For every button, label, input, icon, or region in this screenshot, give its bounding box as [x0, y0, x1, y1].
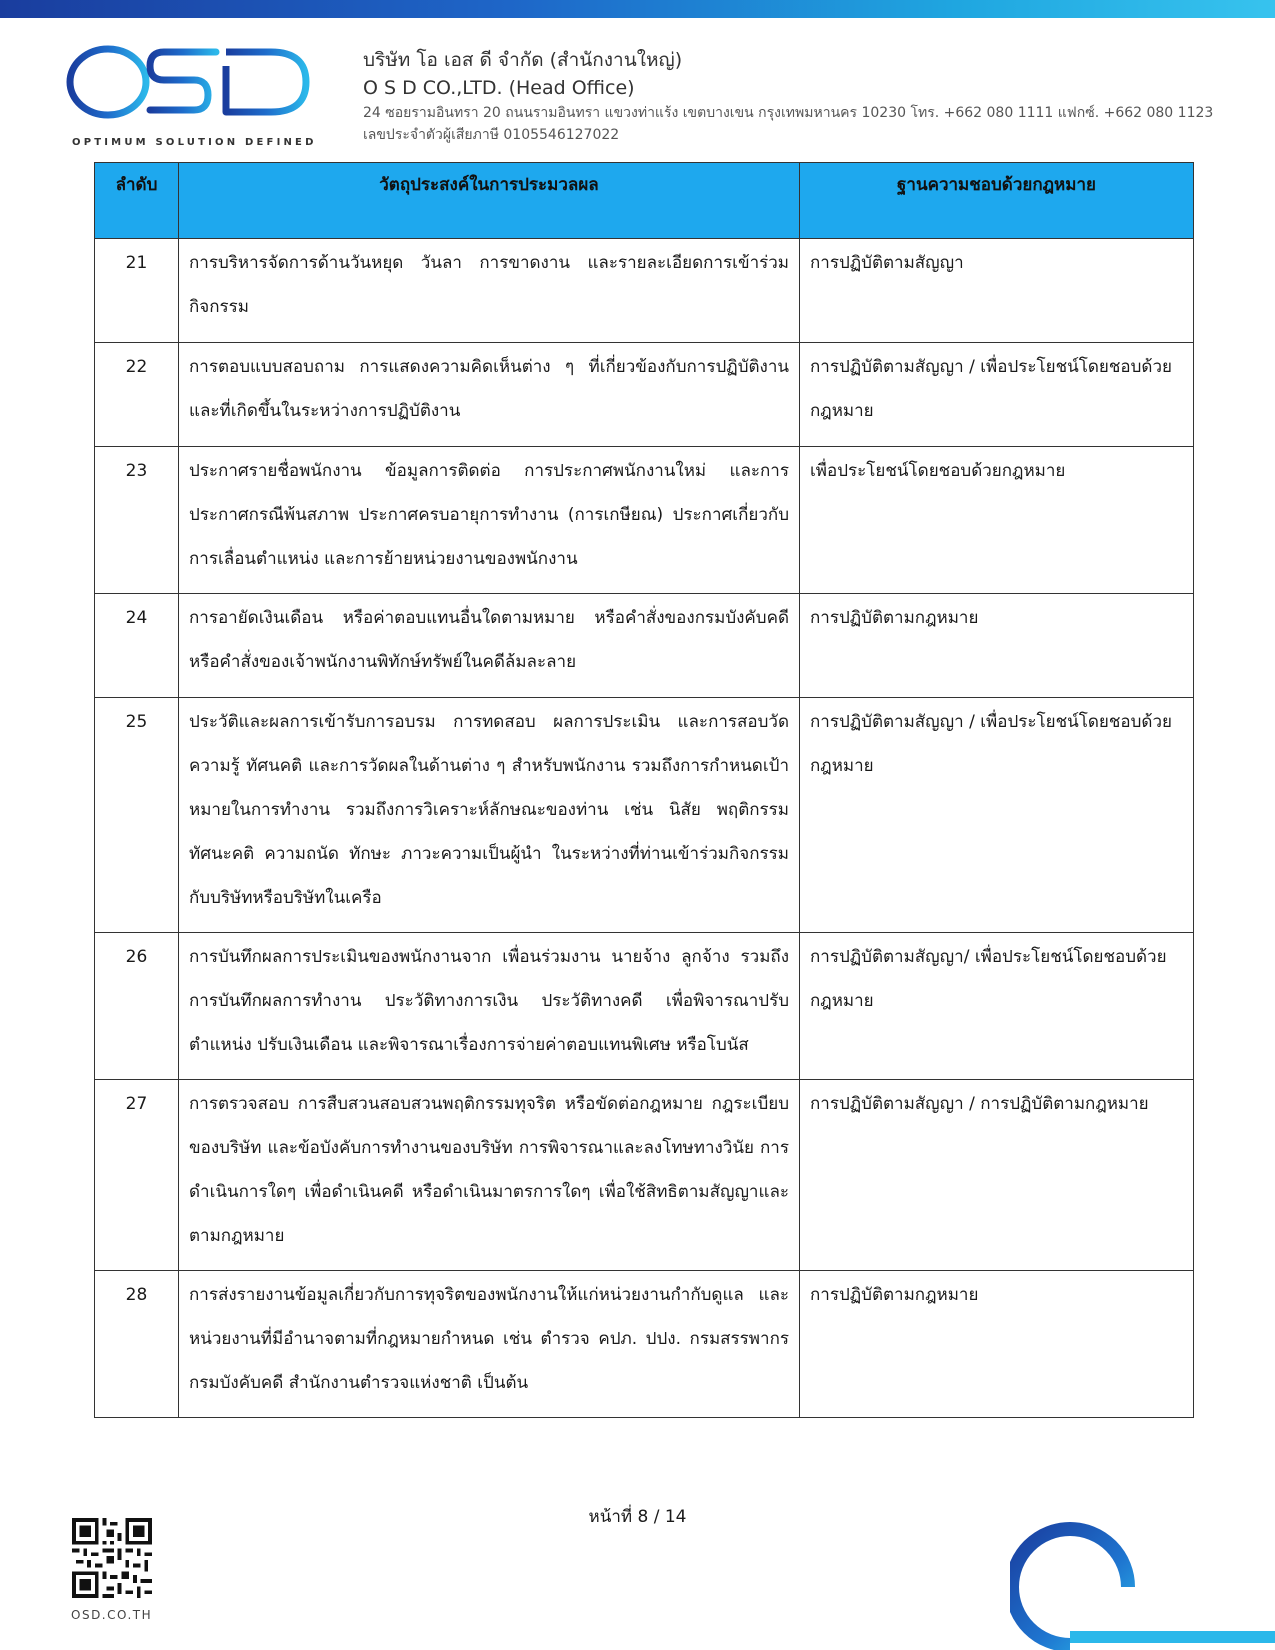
top-gradient-bar — [0, 0, 1275, 18]
row-purpose: การตรวจสอบ การสืบสวนสอบสวนพฤติกรรมทุจริต หรือขัดต่อกฎหมาย กฎระเบียบของบริษัท และข้อบังคับการทำงานของบริษัท การพิจารณาและลงโทษทางวินัย การดำเนินการใดๆ เพื่อดำเนินคดี หรือดำเนินมาตรการใดๆ เพื่อใช้สิทธิตามสัญญาและตามกฎหมาย — [179, 1080, 800, 1271]
row-number: 22 — [95, 343, 179, 447]
row-legal-basis: การปฏิบัติตามสัญญา/ เพื่อประโยชน์โดยชอบด้วยกฎหมาย — [800, 933, 1194, 1080]
row-number: 23 — [95, 447, 179, 594]
table-row — [95, 343, 1194, 447]
company-address: 24 ซอยรามอินทรา 20 ถนนรามอินทรา แขวงท่าแร้ง เขตบางเขน กรุงเทพมหานคร 10230 โทร. +662 080 1111 แฟกซ์. +662 080 1123 — [363, 105, 1214, 121]
table-row — [95, 1271, 1194, 1418]
row-number: 24 — [95, 594, 179, 698]
row-legal-basis: การปฏิบัติตามกฎหมาย — [800, 594, 1194, 698]
row-purpose: การส่งรายงานข้อมูลเกี่ยวกับการทุจริตของพนักงานให้แก่หน่วยงานกำกับดูแล และหน่วยงานที่มีอำนาจตามที่กฎหมายกำหนด เช่น ตำรวจ คปภ. ปปง. กรมสรรพากร กรมบังคับคดี สำนักงานตำรวจแห่งชาติ เป็นต้น — [179, 1271, 800, 1418]
company-name-en: O S D CO.,LTD. (Head Office) — [363, 77, 635, 99]
row-purpose: ประวัติและผลการเข้ารับการอบรม การทดสอบ ผลการประเมิน และการสอบวัดความรู้ ทัศนคติ และการวัดผลในด้านต่าง ๆ สำหรับพนักงาน รวมถึงการกำหนดเป้าหมายในการทำงาน รวมถึงการวิเคราะห์ลักษณะของท่าน เช่น นิสัย พฤติกรรม ทัศนะคติ ความถนัด ทักษะ ภาวะความเป็นผู้นำ ในระหว่างที่ท่านเข้าร่วมกิจกรรมกับบริษัทหรือบริษัทในเครือ — [179, 698, 800, 933]
row-number: 28 — [95, 1271, 179, 1418]
row-purpose: การตอบแบบสอบถาม การแสดงความคิดเห็นต่าง ๆ ที่เกี่ยวข้องกับการปฏิบัติงาน และที่เกิดขึ้นในระหว่างการปฏิบัติงาน — [179, 343, 800, 447]
row-purpose: การบันทึกผลการประเมินของพนักงานจาก เพื่อนร่วมงาน นายจ้าง ลูกจ้าง รวมถึงการบันทึกผลการทำงาน ประวัติทางการเงิน ประวัติทางคดี เพื่อพิจารณาปรับตำแหน่ง ปรับเงินเดือน และพิจารณาเรื่องการจ่ายค่าตอบแทนพิเศษ หรือโบนัส — [179, 933, 800, 1080]
row-number: 26 — [95, 933, 179, 1080]
company-info — [363, 46, 1213, 146]
row-number: 27 — [95, 1080, 179, 1271]
header-purpose: วัตถุประสงค์ในการประมวลผล — [179, 163, 800, 239]
row-legal-basis: การปฏิบัติตามสัญญา / เพื่อประโยชน์โดยชอบด้วยกฎหมาย — [800, 343, 1194, 447]
table-row — [95, 933, 1194, 1080]
table-row — [95, 594, 1194, 698]
row-legal-basis: การปฏิบัติตามกฎหมาย — [800, 1271, 1194, 1418]
row-legal-basis: การปฏิบัติตามสัญญา / เพื่อประโยชน์โดยชอบด้วยกฎหมาย — [800, 698, 1194, 933]
qr-code-icon — [72, 1518, 152, 1598]
row-legal-basis: เพื่อประโยชน์โดยชอบด้วยกฎหมาย — [800, 447, 1194, 594]
processing-purpose-table — [94, 162, 1194, 1418]
row-number: 25 — [95, 698, 179, 933]
row-purpose: การอายัดเงินเดือน หรือค่าตอบแทนอื่นใดตามหมาย หรือคำสั่งของกรมบังคับคดี หรือคำสั่งของเจ้าพนักงานพิทักษ์ทรัพย์ในคดีล้มละลาย — [179, 594, 800, 698]
page-number: หน้าที่ 8 / 14 — [588, 1507, 687, 1527]
table-header-row — [95, 163, 1194, 239]
table-row — [95, 1080, 1194, 1271]
company-name-th: บริษัท โอ เอส ดี จำกัด (สำนักงานใหญ่) — [363, 49, 683, 71]
header-no: ลำดับ — [95, 163, 179, 239]
row-purpose: การบริหารจัดการด้านวันหยุด วันลา การขาดงาน และรายละเอียดการเข้าร่วมกิจกรรม — [179, 239, 800, 343]
row-purpose: ประกาศรายชื่อพนักงาน ข้อมูลการติดต่อ การประกาศพนักงานใหม่ และการประกาศกรณีพ้นสภาพ ประกาศครบอายุการทำงาน (การเกษียณ) ประกาศเกี่ยวกับการเลื่อนตำแหน่ง และการย้ายหน่วยงานของพนักงาน — [179, 447, 800, 594]
row-legal-basis: การปฏิบัติตามสัญญา / การปฏิบัติตามกฎหมาย — [800, 1080, 1194, 1271]
header-legal-basis: ฐานความชอบด้วยกฎหมาย — [800, 163, 1194, 239]
logo-tagline: OPTIMUM SOLUTION DEFINED — [72, 137, 317, 148]
company-tax-id: เลขประจำตัวผู้เสียภาษี 0105546127022 — [363, 127, 620, 143]
website-label: OSD.CO.TH — [71, 1608, 153, 1622]
table-row — [95, 698, 1194, 933]
table-row — [95, 239, 1194, 343]
table-row — [95, 447, 1194, 594]
row-number: 21 — [95, 239, 179, 343]
corner-logo-decoration — [1010, 1505, 1275, 1650]
row-legal-basis: การปฏิบัติตามสัญญา — [800, 239, 1194, 343]
